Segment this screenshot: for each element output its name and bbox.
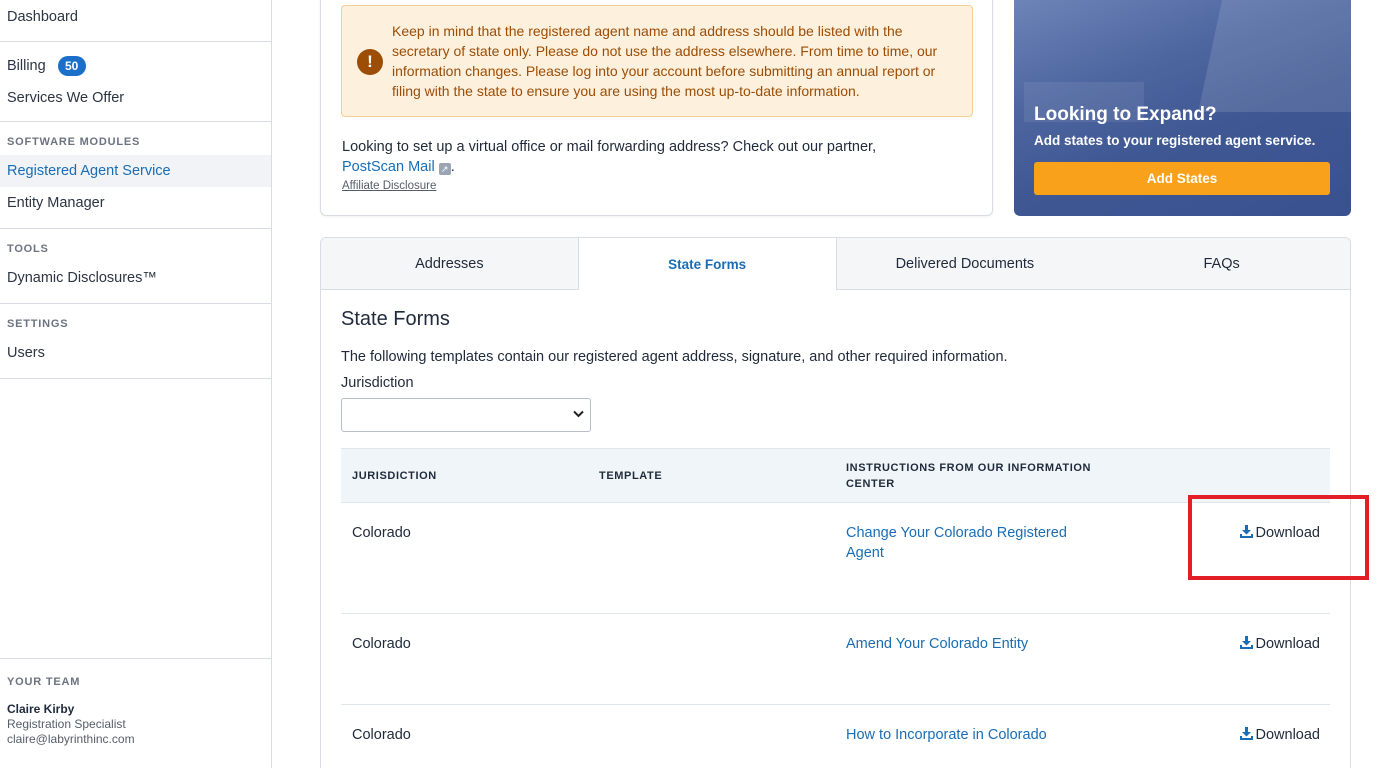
chevron-down-icon [573,407,584,421]
cell-instructions [835,503,1135,614]
instruction-link-line1: Change Your Colorado Registered [846,525,1067,541]
virtual-office-label: Looking to set up a virtual office or mail forwarding address? Check out our partner, [342,139,877,155]
sidebar-item-dashboard[interactable] [0,1,271,33]
column-header-jurisdiction: JURISDICTION [341,449,588,503]
state-forms-heading: State Forms [341,308,450,330]
sidebar-item-label: Dashboard [7,9,78,25]
team-member-name: Claire Kirby [7,702,75,716]
promo-subtitle: Add states to your registered agent service. [1034,133,1316,148]
team-member-role: Registration Specialist [7,717,126,731]
column-header-instructions-line2: CENTER [846,477,895,490]
cell-template [588,503,835,614]
sidebar-item-label: Users [7,345,45,361]
external-link-icon: ↗ [439,163,451,175]
download-link[interactable] [1240,525,1321,541]
instruction-link[interactable] [846,525,1067,561]
section-heading-settings: SETTINGS [7,318,69,330]
column-header-action [1135,449,1330,503]
sentence-period: . [450,159,455,175]
cell-instructions [835,614,1135,705]
column-header-instructions-line1: INSTRUCTIONS FROM OUR INFORMATION [846,461,1092,474]
registered-agent-tabs-card [320,237,1351,768]
sidebar-item-billing[interactable] [0,50,271,82]
table-row [341,614,1330,705]
affiliate-disclosure-link[interactable]: Affiliate Disclosure [342,180,437,192]
cell-template [588,705,835,768]
sidebar-item-label: Registered Agent Service [7,163,171,179]
cell-template [588,614,835,705]
section-heading-software-modules: SOFTWARE MODULES [7,136,141,148]
cell-action [1135,705,1330,768]
warning-alert [341,5,973,117]
download-label: Download [1255,727,1320,743]
table-header-row [341,449,1330,503]
tab-state-forms[interactable]: State Forms [578,238,836,290]
jurisdiction-select[interactable] [341,398,591,432]
registered-agent-info-card [320,0,993,216]
sidebar-item-label: Billing [7,58,46,74]
sidebar-item-registered-agent[interactable] [0,155,271,187]
instruction-link[interactable]: Amend Your Colorado Entity [846,636,1029,652]
download-icon [1240,727,1253,740]
cell-jurisdiction: Colorado [341,705,588,768]
cell-action [1135,614,1330,705]
download-icon [1240,525,1253,538]
download-label: Download [1255,636,1320,652]
cell-jurisdiction: Colorado [341,503,588,614]
download-link[interactable] [1240,636,1321,652]
column-header-instructions [835,449,1135,503]
sidebar [0,0,272,768]
column-header-template: TEMPLATE [588,449,835,503]
exclamation-circle-icon: ! [357,49,383,75]
billing-count-badge: 50 [58,56,86,76]
your-team-panel [0,658,271,746]
promo-background-shape [1198,0,1351,112]
table-row [341,705,1330,768]
state-forms-panel [341,290,1331,768]
section-heading-tools: TOOLS [7,243,49,255]
sidebar-item-label: Entity Manager [7,195,105,211]
tab-faqs[interactable]: FAQs [1093,238,1350,290]
warning-text: Keep in mind that the registered agent name and address should be listed with the secretary of state only. Please do not use the address elsewhere. From time to time, our information changes. Please log into your account before submitting an annual report or filing with the state to ensure you are using the most up-to-date information. [392,23,938,99]
cell-instructions [835,705,1135,768]
download-label: Download [1255,525,1320,541]
table-row [341,503,1330,614]
sidebar-item-users[interactable] [0,337,271,369]
sidebar-item-label: Dynamic Disclosures™ [7,270,157,286]
instruction-link-line2: Agent [846,545,884,561]
sidebar-item-dynamic-disclosures[interactable] [0,262,271,294]
postscan-mail-link[interactable]: PostScan Mail [342,159,435,175]
instruction-link[interactable]: How to Incorporate in Colorado [846,727,1047,743]
tab-addresses[interactable]: Addresses [321,238,578,290]
jurisdiction-label: Jurisdiction [341,375,414,391]
virtual-office-text [342,137,876,177]
team-member-email[interactable]: claire@labyrinthinc.com [7,732,135,746]
state-forms-table [341,448,1330,768]
state-forms-description: The following templates contain our registered agent address, signature, and other required information. [341,349,1008,365]
cell-action [1135,503,1330,614]
tab-bar [321,238,1350,290]
download-icon [1240,636,1253,649]
sidebar-item-services[interactable] [0,82,271,114]
cell-jurisdiction: Colorado [341,614,588,705]
tab-delivered-documents[interactable]: Delivered Documents [836,238,1094,290]
add-states-button[interactable]: Add States [1034,162,1330,195]
sidebar-item-label: Services We Offer [7,90,125,106]
expand-promo-card [1014,0,1351,216]
section-heading-your-team: YOUR TEAM [7,676,81,688]
download-link[interactable] [1240,727,1321,743]
sidebar-item-entity-manager[interactable] [0,187,271,219]
promo-title: Looking to Expand? [1034,104,1217,125]
